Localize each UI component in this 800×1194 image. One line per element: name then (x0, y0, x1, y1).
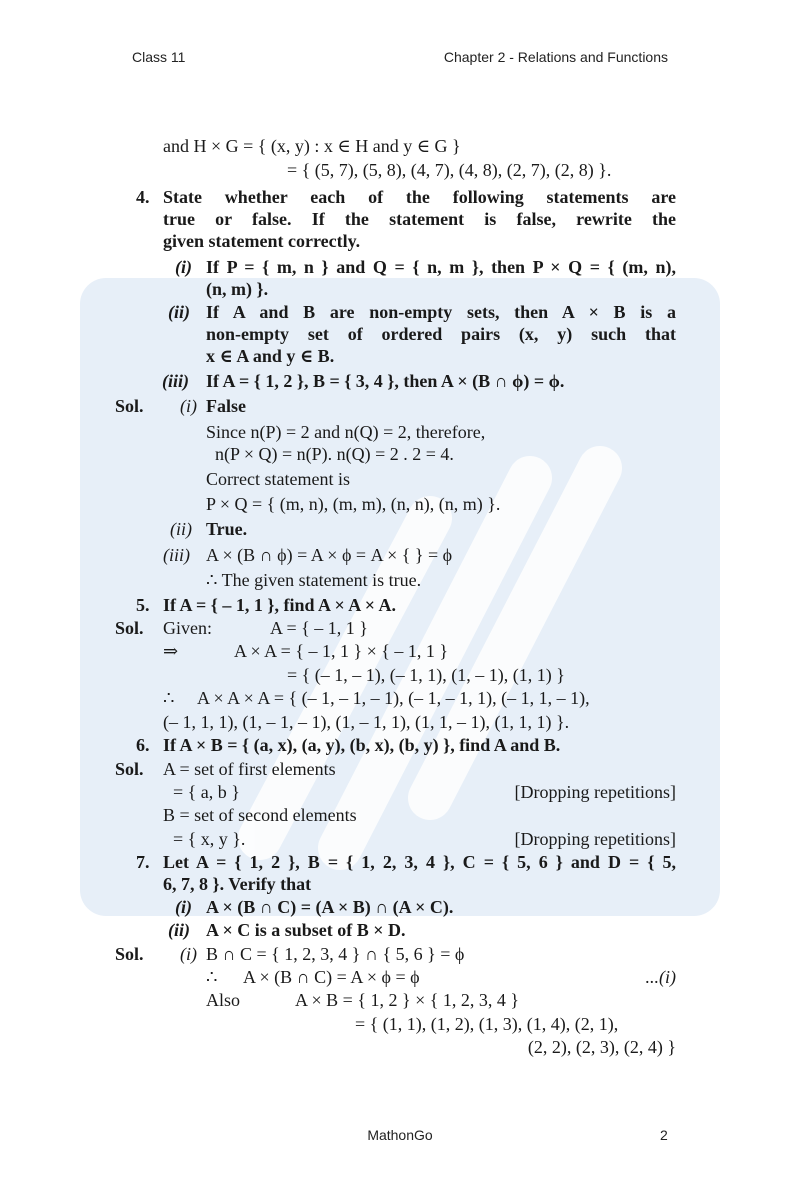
answer-text: True. (206, 519, 248, 539)
question-text: non-empty set of ordered pairs (x, y) such that (206, 324, 676, 344)
text-line: A × A = { – 1, 1 } × { – 1, 1 } (234, 641, 449, 661)
text-line: Given: (163, 618, 212, 638)
sub-label: (i) (180, 944, 197, 964)
sub-label: (i) (180, 396, 197, 416)
sub-label: (i) (175, 257, 192, 277)
question-text: A × C is a subset of B × D. (206, 920, 406, 940)
note-text: [Dropping repetitions] (514, 782, 676, 802)
therefore-symbol: ∴ (163, 688, 175, 708)
question-text: true or false. If the statement is false, rewrite the (163, 209, 676, 229)
text-line: Correct statement is (206, 469, 350, 489)
sub-label: (ii) (168, 920, 190, 940)
answer-text: False (206, 396, 246, 416)
text-line: P × Q = { (m, n), (m, m), (n, n), (n, m) }. (206, 494, 501, 514)
text-line: Since n(P) = 2 and n(Q) = 2, therefore, (206, 422, 486, 442)
note-text: [Dropping repetitions] (514, 829, 676, 849)
header-class: Class 11 (132, 49, 186, 65)
question-number: 4. (136, 187, 150, 207)
question-text: If A = { – 1, 1 }, find A × A × A. (163, 595, 397, 615)
text-line: B = set of second elements (163, 805, 357, 825)
text-line: = { a, b } (173, 782, 240, 802)
question-text: If P = { m, n } and Q = { n, m }, then P × Q = { (m, n), (206, 257, 676, 277)
footer-brand: MathonGo (367, 1127, 433, 1143)
question-text: A × (B ∩ C) = (A × B) ∩ (A × C). (206, 897, 454, 917)
equation-ref: ...(i) (645, 967, 676, 987)
sub-label: (iii) (163, 545, 190, 565)
question-text: x ∈ A and y ∈ B. (206, 346, 335, 366)
question-number: 5. (136, 595, 150, 615)
text-line: A × A × A = { (– 1, – 1, – 1), (– 1, – 1, 1), (– 1, 1, – 1), (197, 688, 590, 708)
question-text: State whether each of the following statements are (163, 187, 676, 207)
question-text: Let A = { 1, 2 }, B = { 1, 2, 3, 4 }, C = { 5, 6 } and D = { 5, (163, 852, 676, 872)
text-line: Also (206, 990, 241, 1010)
text-line: A = { – 1, 1 } (270, 618, 368, 638)
text-line: ∴ The given statement is true. (206, 570, 422, 590)
sol-label: Sol. (115, 944, 144, 964)
text-line: B ∩ C = { 1, 2, 3, 4 } ∩ { 5, 6 } = ϕ (206, 944, 465, 964)
text-line: n(P × Q) = n(P). n(Q) = 2 . 2 = 4. (215, 444, 454, 464)
text-line: (– 1, 1, 1), (1, – 1, – 1), (1, – 1, 1), (1, 1, – 1), (1, 1, 1) }. (163, 712, 570, 732)
sub-label: (i) (175, 897, 192, 917)
sol-label: Sol. (115, 396, 144, 416)
text-line: and H × G = { (x, y) : x ∈ H and y ∈ G } (163, 136, 461, 156)
text-line: A = set of first elements (163, 759, 336, 779)
text-line: A × B = { 1, 2 } × { 1, 2, 3, 4 } (295, 990, 520, 1010)
text-line: = { x, y }. (173, 829, 246, 849)
question-number: 6. (136, 735, 150, 755)
therefore-symbol: ∴ (206, 967, 218, 987)
page-number: 2 (660, 1127, 668, 1143)
text-line: A × (B ∩ C) = A × ϕ = ϕ (243, 967, 420, 987)
question-text: (n, m) }. (206, 279, 269, 299)
text-line: = { (5, 7), (5, 8), (4, 7), (4, 8), (2, 7), (2, 8) }. (287, 160, 612, 180)
sub-label: (iii) (162, 371, 189, 391)
sol-label: Sol. (115, 618, 144, 638)
sub-label: (ii) (168, 302, 190, 322)
question-number: 7. (136, 852, 150, 872)
implies-symbol: ⇒ (163, 641, 179, 661)
question-text: If A and B are non-empty sets, then A × B is a (206, 302, 676, 322)
sol-label: Sol. (115, 759, 144, 779)
text-line: A × (B ∩ ϕ) = A × ϕ = A × { } = ϕ (206, 545, 453, 565)
question-text: If A × B = { (a, x), (a, y), (b, x), (b, y) }, find A and B. (163, 735, 561, 755)
question-text: given statement correctly. (163, 231, 361, 251)
question-text: If A = { 1, 2 }, B = { 3, 4 }, then A × (B ∩ ϕ) = ϕ. (206, 371, 565, 391)
text-line: = { (1, 1), (1, 2), (1, 3), (1, 4), (2, 1), (355, 1014, 619, 1034)
header-chapter: Chapter 2 - Relations and Functions (443, 49, 668, 65)
text-line: = { (– 1, – 1), (– 1, 1), (1, – 1), (1, 1) } (287, 665, 565, 685)
text-line: (2, 2), (2, 3), (2, 4) } (527, 1037, 676, 1057)
question-text: 6, 7, 8 }. Verify that (163, 874, 312, 894)
sub-label: (ii) (170, 519, 192, 539)
